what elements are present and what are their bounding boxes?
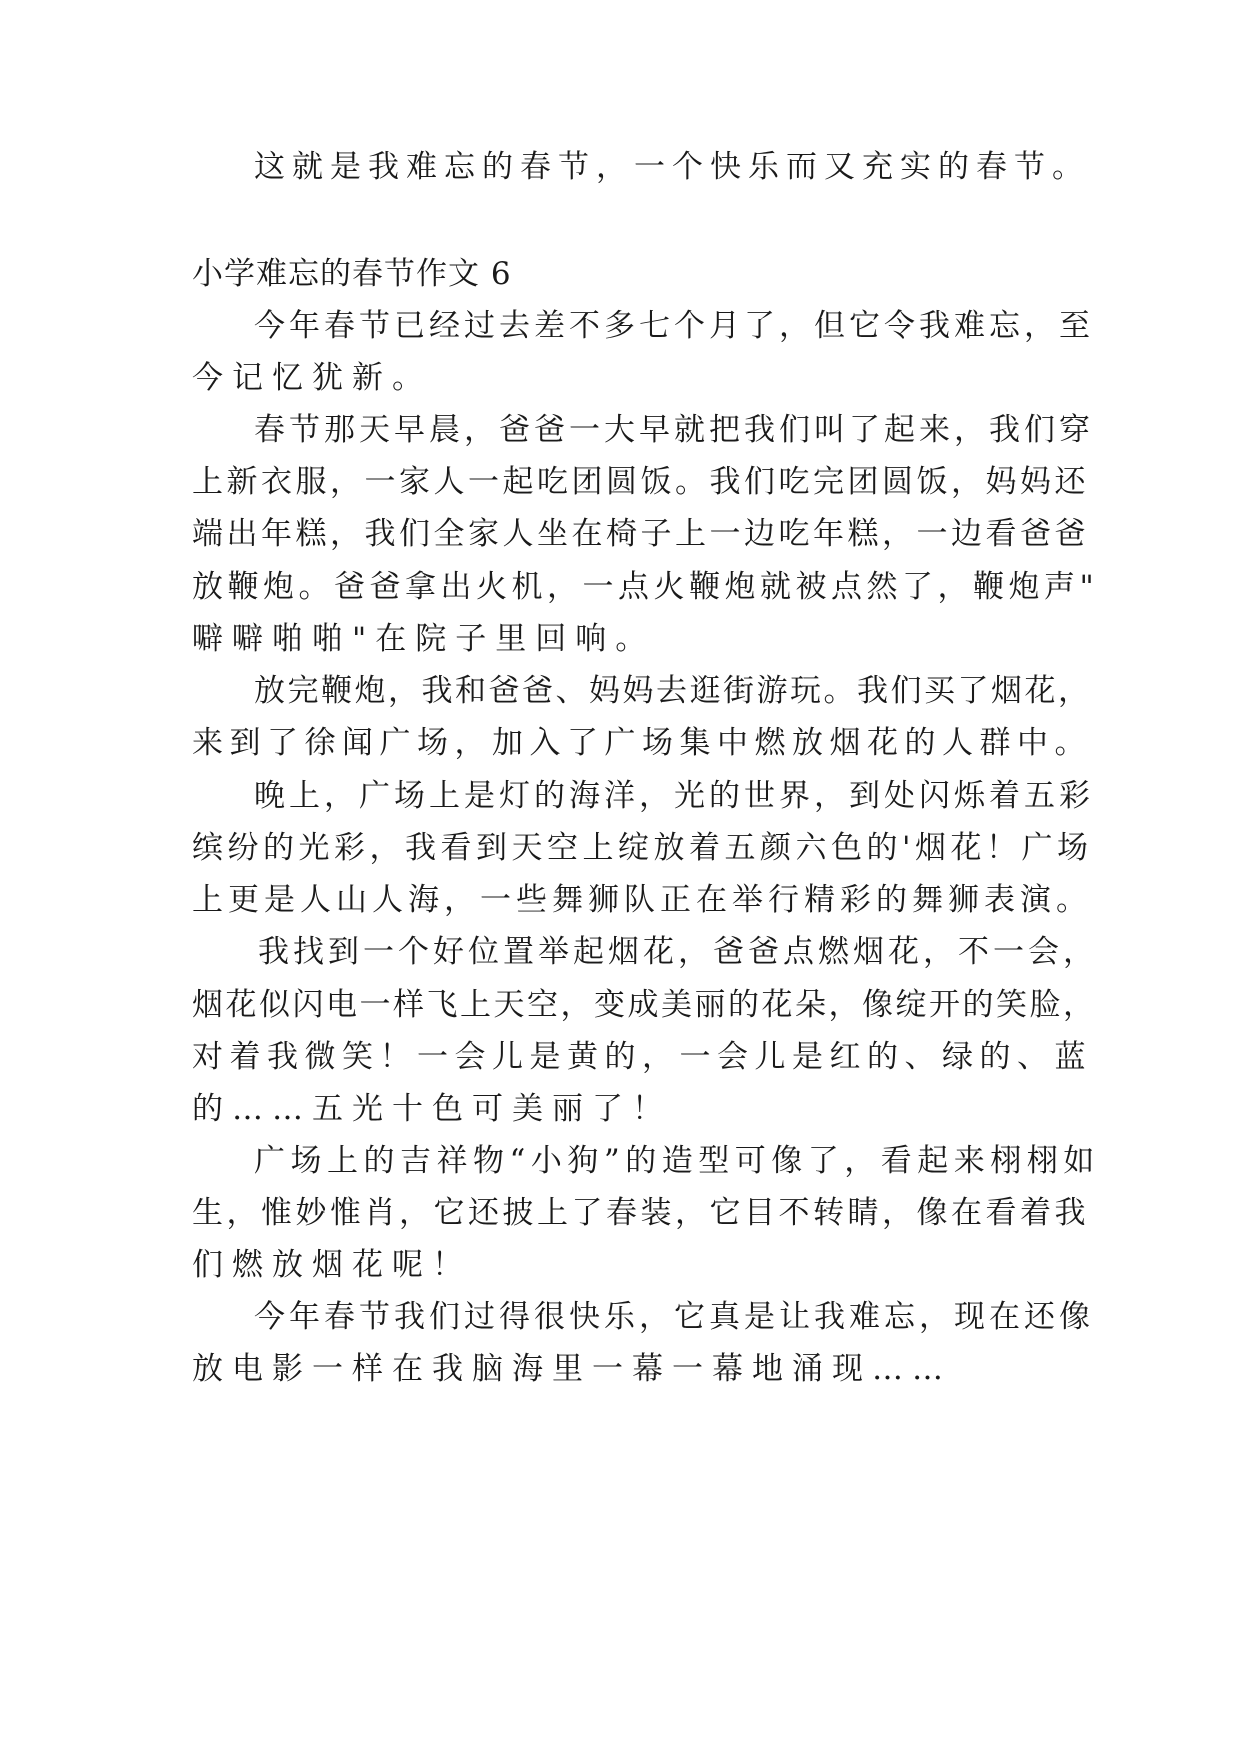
paragraph-3-line-1: 放完鞭炮，我和爸爸、妈妈去逛街游玩。我们买了烟花， xyxy=(254,673,1092,709)
paragraph-2-line-5: 噼噼啪啪"在院子里回响。 xyxy=(192,621,656,657)
paragraph-6-line-3: 们燃放烟花呢！ xyxy=(192,1247,472,1283)
paragraph-5-line-2: 烟花似闪电一样飞上天空，变成美丽的花朵，像绽开的笑脸， xyxy=(192,987,1097,1023)
section-title: 小学难忘的春节作文 6 xyxy=(192,256,512,292)
paragraph-6-line-1: 广场上的吉祥物“小狗”的造型可像了，看起来栩栩如 xyxy=(254,1143,1100,1179)
paragraph-1-line-1: 今年春节已经过去差不多七个月了，但它令我难忘，至 xyxy=(254,308,1094,344)
paragraph-6-line-2: 生，惟妙惟肖，它还披上了春装，它目不转睛，像在看着我 xyxy=(192,1195,1089,1231)
paragraph-5-line-4: 的……五光十色可美丽了！ xyxy=(192,1091,672,1127)
paragraph-2-line-3: 端出年糕，我们全家人坐在椅子上一边吃年糕，一边看爸爸 xyxy=(192,516,1089,552)
paragraph-7-line-1: 今年春节我们过得很快乐，它真是让我难忘，现在还像 xyxy=(254,1299,1094,1335)
paragraph-4-line-2: 缤纷的光彩，我看到天空上绽放着五颜六色的'烟花！广场 xyxy=(192,830,1093,866)
paragraph-4-line-3: 上更是人山人海，一些舞狮队正在举行精彩的舞狮表演。 xyxy=(192,882,1092,918)
paragraph-5-line-1: 我找到一个好位置举起烟花，爸爸点燃烟花，不一会， xyxy=(258,934,1098,970)
paragraph-7-line-2: 放电影一样在我脑海里一幕一幕地涌现…… xyxy=(192,1351,952,1387)
paragraph-2-line-4: 放鞭炮。爸爸拿出火机，一点火鞭炮就被点然了，鞭炮声" xyxy=(192,569,1099,605)
paragraph-1-line-2: 今记忆犹新。 xyxy=(192,360,432,396)
paragraph-3-line-2: 来到了徐闻广场，加入了广场集中燃放烟花的人群中。 xyxy=(192,725,1092,761)
paragraph-5-line-3: 对着我微笑！一会儿是黄的，一会儿是红的、绿的、蓝 xyxy=(192,1039,1092,1075)
paragraph-2-line-1: 春节那天早晨，爸爸一大早就把我们叫了起来，我们穿 xyxy=(254,412,1094,448)
paragraph-2-line-2: 上新衣服，一家人一起吃团圆饭。我们吃完团圆饭，妈妈还 xyxy=(192,464,1089,500)
paragraph-4-line-1: 晚上，广场上是灯的海洋，光的世界，到处闪烁着五彩 xyxy=(254,778,1094,814)
closing-line: 这就是我难忘的春节，一个快乐而又充实的春节。 xyxy=(254,149,1090,185)
